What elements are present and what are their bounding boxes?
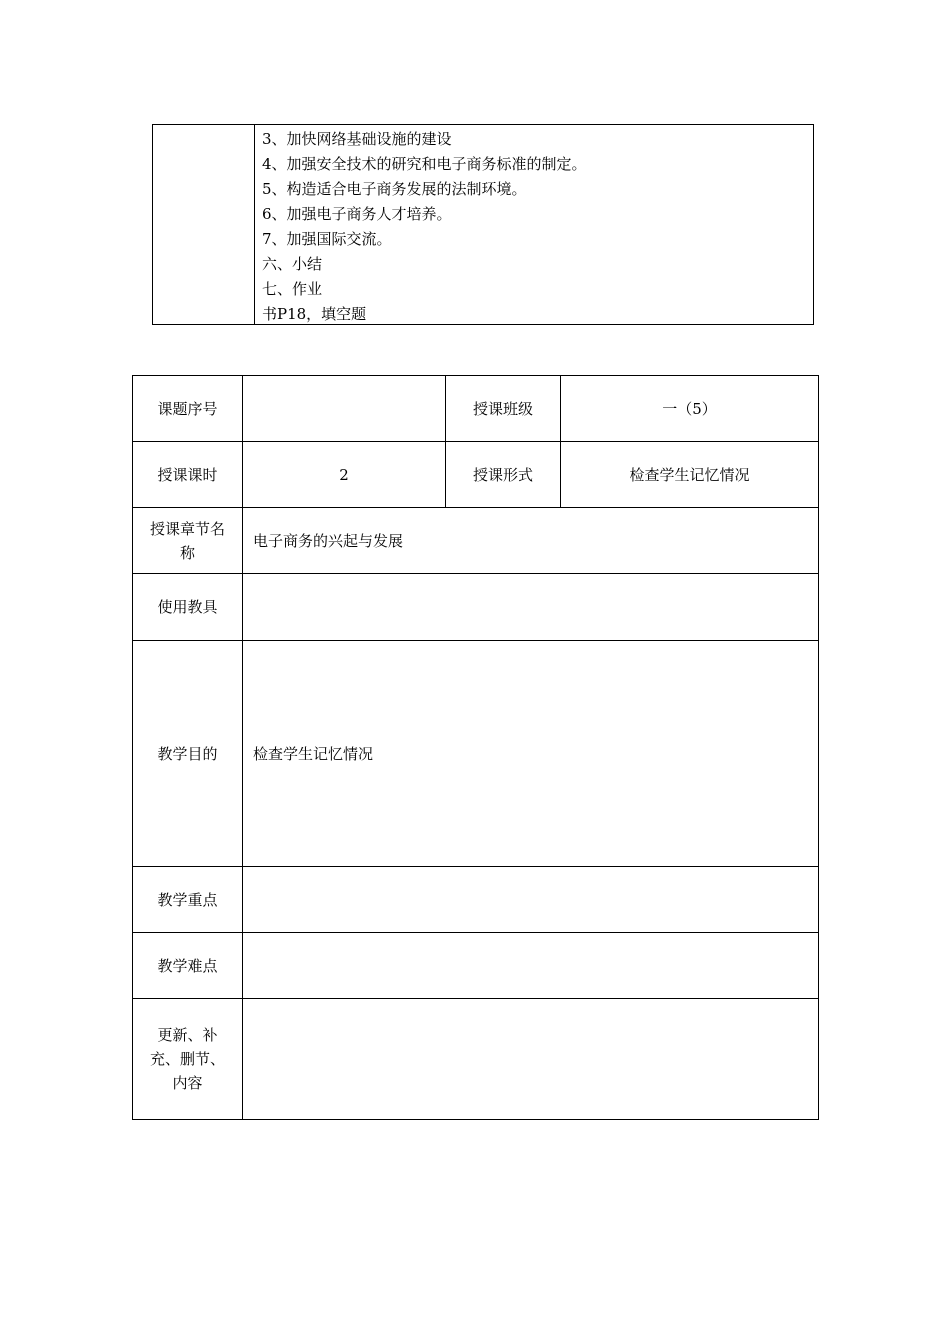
difficulty-value bbox=[243, 933, 819, 999]
content-line: 七、作业 bbox=[262, 280, 323, 298]
topic-no-label: 课题序号 bbox=[133, 376, 243, 442]
table-row bbox=[133, 442, 819, 508]
hours-label: 授课课时 bbox=[133, 442, 243, 508]
updates-label-cell bbox=[133, 999, 243, 1120]
content-line: 6、加强电子商务人才培养。 bbox=[262, 205, 452, 223]
content-line: 书P18，填空题 bbox=[262, 305, 367, 323]
format-label: 授课形式 bbox=[446, 442, 561, 508]
table-row bbox=[133, 574, 819, 641]
topic-no-value bbox=[243, 376, 446, 442]
table-row bbox=[133, 999, 819, 1120]
key-point-value bbox=[243, 867, 819, 933]
content-line: 3、加快网络基础设施的建设 bbox=[262, 130, 452, 148]
table-row bbox=[133, 376, 819, 442]
table-row bbox=[133, 508, 819, 574]
table-row bbox=[133, 933, 819, 999]
class-label: 授课班级 bbox=[446, 376, 561, 442]
goal-label: 教学目的 bbox=[133, 641, 243, 867]
table-row bbox=[133, 867, 819, 933]
updates-value bbox=[243, 999, 819, 1120]
content-line: 4、加强安全技术的研究和电子商务标准的制定。 bbox=[262, 155, 587, 173]
chapter-label-cell bbox=[133, 508, 243, 574]
tools-value bbox=[243, 574, 819, 641]
key-point-label: 教学重点 bbox=[133, 867, 243, 933]
chapter-value: 电子商务的兴起与发展 bbox=[243, 508, 819, 574]
goal-value: 检查学生记忆情况 bbox=[243, 641, 819, 867]
format-value: 检查学生记忆情况 bbox=[561, 442, 819, 508]
continuation-left-cell bbox=[153, 125, 255, 324]
difficulty-label: 教学难点 bbox=[133, 933, 243, 999]
content-line: 7、加强国际交流。 bbox=[262, 230, 392, 248]
hours-value: 2 bbox=[243, 442, 446, 508]
content-line: 六、小结 bbox=[262, 255, 323, 273]
updates-label: 更新、补充、删节、内容 bbox=[149, 1026, 225, 1092]
table-row bbox=[133, 641, 819, 867]
chapter-label: 授课章节名称 bbox=[149, 519, 225, 562]
continuation-table bbox=[152, 124, 814, 325]
content-line: 5、构造适合电子商务发展的法制环境。 bbox=[262, 180, 527, 198]
class-value: 一（5） bbox=[561, 376, 819, 442]
continuation-content bbox=[262, 127, 809, 327]
tools-label: 使用教具 bbox=[133, 574, 243, 641]
lesson-plan-table bbox=[132, 375, 819, 1120]
